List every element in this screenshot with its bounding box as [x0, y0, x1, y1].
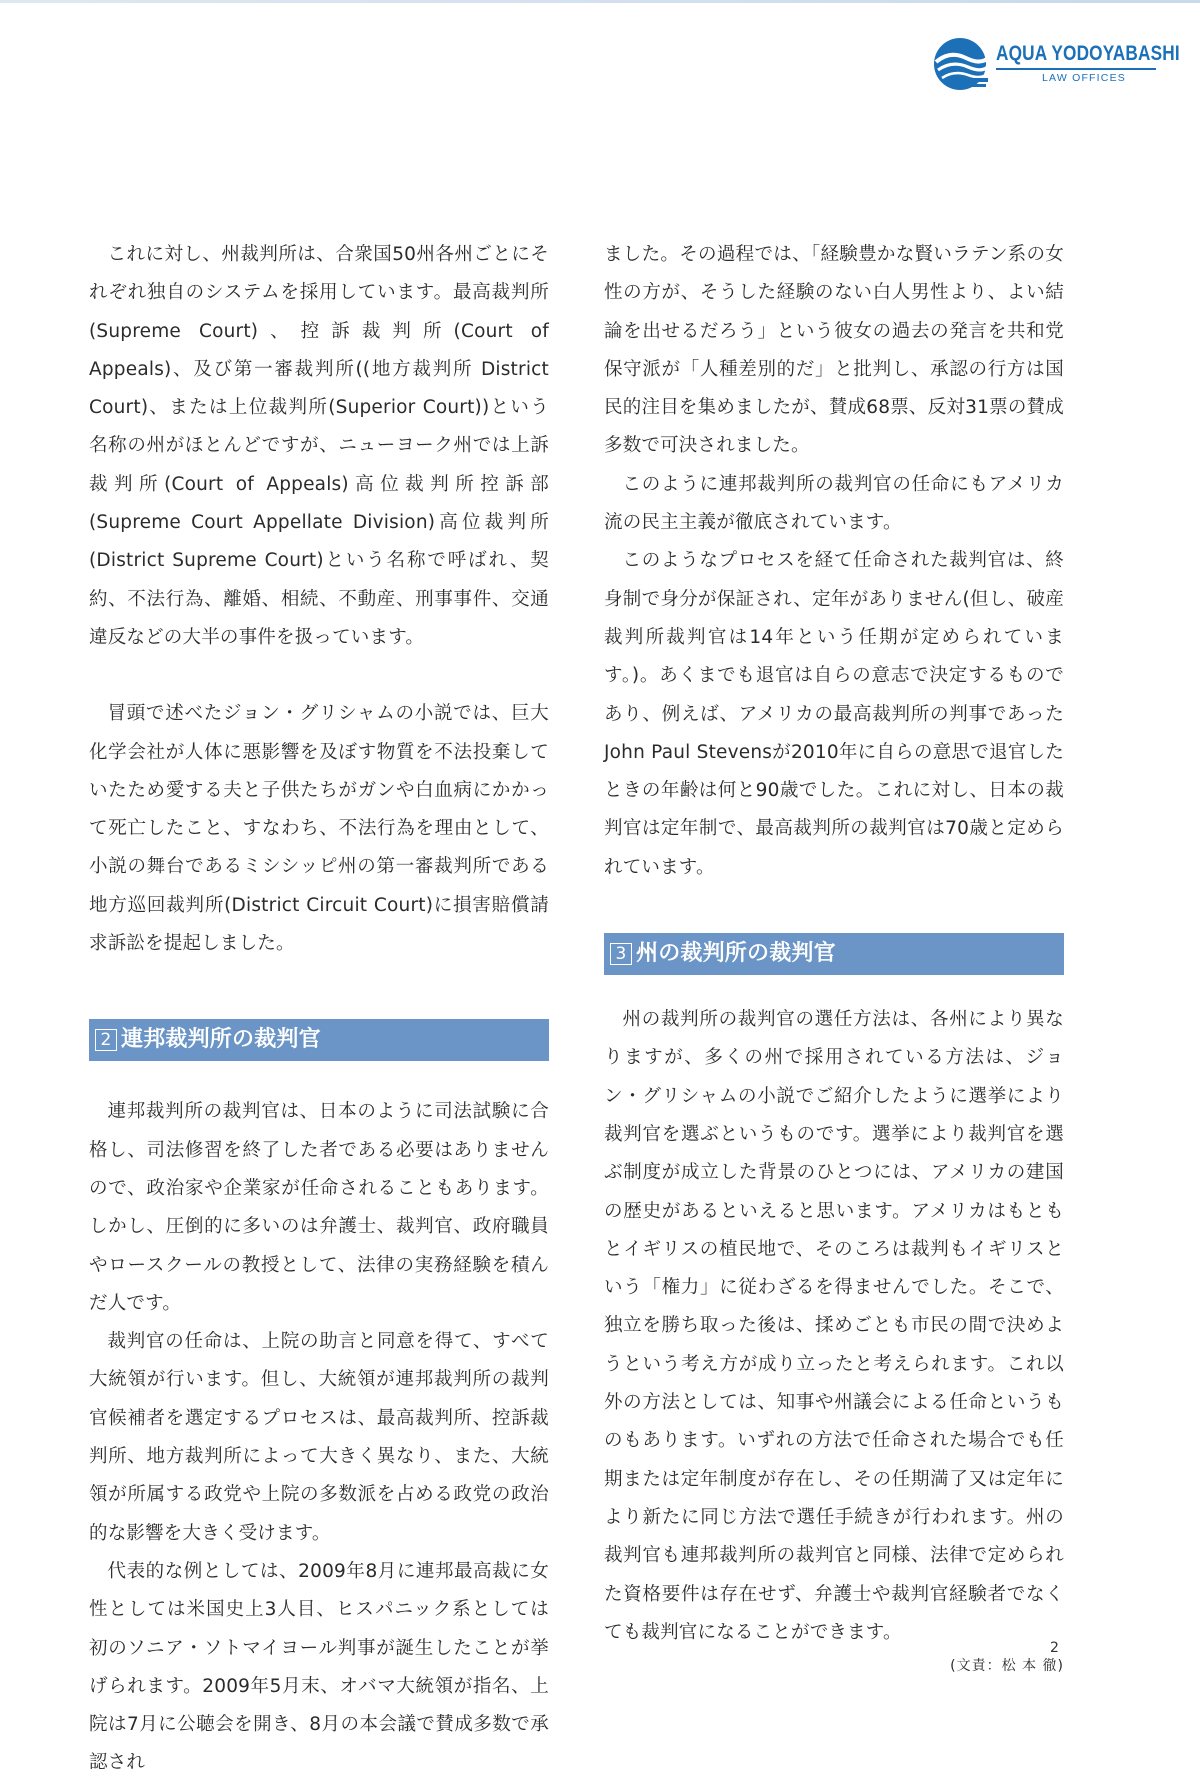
logo-subtitle: LAW OFFICES: [1042, 72, 1126, 84]
paragraph: ました。その過程では、「経験豊かな賢いラテン系の女性の方が、そうした経験のない白人男性より、よい結論を出せるだろう」という彼女の過去の発言を共和党保守派が「人種差別的だ」と批判し、承認の行方は国民的注目を集めましたが、賛成68票、反対31票の賛成多数で可決されました。: [604, 244, 1064, 457]
paragraph: 裁判官の任命は、上院の助言と同意を得て、すべて大統領が行います。但し、大統領が連邦裁判所の裁判官候補者を選定するプロセスは、最高裁判所、控訴裁判所、地方裁判所によって大きく異なり、また、大統領が所属する政党や上院の多数派を占める政党の政治的な影響を大きく受けます。: [89, 1331, 549, 1544]
section-heading-state-judges: [604, 933, 1064, 975]
section-title: 連邦裁判所の裁判官: [121, 1027, 321, 1053]
paragraph: これに対し、州裁判所は、合衆国50州各州ごとにそれぞれ独自のシステムを採用しています。最高裁判所(Supreme Court)、控訴裁判所(Court of Appeals)、及び第一審裁判所((地方裁判所 District Court)、または上位裁判所(Superior Court))という名称の州がほとんどですが、ニューヨーク州では上訴裁判所(Court of Appeals)高位裁判所控訴部(Supreme Court Appellate Division)高位裁判所(District Supreme Court)という名称で呼ばれ、契約、不法行為、離婚、相続、不動産、刑事事件、交通違反などの大半の事件を扱っています。: [89, 244, 549, 648]
section-heading-federal-judges: [89, 1019, 549, 1061]
paragraph: 冒頭で述べたジョン・グリシャムの小説では、巨大化学会社が人体に悪影響を及ぼす物質を不法投棄していたため愛する夫と子供たちがガンや白血病にかかって死亡したこと、すなわち、不法行為を理由として、小説の舞台であるミシシッピ州の第一審裁判所である地方巡回裁判所(District Circuit Court)に損害賠償請求訴訟を提起しました。: [89, 703, 549, 955]
section-number: 3: [610, 943, 632, 965]
paragraph: このようなプロセスを経て任命された裁判官は、終身制で身分が保証され、定年がありません(但し、破産裁判所裁判官は14年という任期が定められています。)。あくまでも退官は自らの意志で決定するものであり、例えば、アメリカの最高裁判所の判事であったJohn Paul Stevensが2010年に自らの意思で退官したときの年齢は何と90歳でした。これに対し、日本の裁判官は定年制で、最高裁判所の裁判官は70歳と定められています。: [604, 550, 1064, 878]
wave-emblem-icon: [932, 36, 992, 92]
section-number: 2: [95, 1029, 117, 1051]
top-rule: [0, 0, 1200, 3]
logo-name: AQUA YODOYABASHI: [996, 42, 1180, 65]
paragraph: 代表的な例としては、2009年8月に連邦最高裁に女性としては米国史上3人目、ヒスパニック系としては初のソニア・ソトマイヨール判事が誕生したことが挙げられます。2009年5月末、オバマ大統領が指名、上院は7月に公聴会を開き、8月の本会議で賛成多数で承認され: [89, 1560, 549, 1774]
paragraph: このように連邦裁判所の裁判官の任命にもアメリカ流の民主主義が徹底されています。: [604, 473, 1064, 534]
page-number: 2: [1050, 1640, 1059, 1656]
firm-logo: [932, 36, 1180, 92]
paragraph: 州の裁判所の裁判官の選任方法は、各州により異なりますが、多くの州で採用されている方法は、ジョン・グリシャムの小説でご紹介したように選挙により裁判官を選ぶというものです。選挙により裁判官を選ぶ制度が成立した背景のひとつには、アメリカの建国の歴史があるといえると思います。アメリカはもともとイギリスの植民地で、そのころは裁判もイギリスという「権力」に従わざるを得ませんでした。そこで、独立を勝ち取った後は、揉めごとも市民の間で決めようという考え方が成り立ったと考えられます。これ以外の方法としては、知事や州議会による任命というものもあります。いずれの方法で任命された場合でも任期または定年制度が存在し、その任期満了又は定年により新たに同じ方法で選任手続きが行われます。州の裁判官も連邦裁判所の裁判官と同様、法律で定められた資格要件は存在せず、弁護士や裁判官経験者でなくても裁判官になることができます。: [604, 1009, 1064, 1643]
paragraph: 連邦裁判所の裁判官は、日本のように司法試験に合格し、司法修習を終了した者である必要はありませんので、政治家や企業家が任命されることもあります。しかし、圧倒的に多いのは弁護士、裁判官、政府職員やロースクールの教授として、法律の実務経験を積んだ人です。: [89, 1101, 549, 1314]
logo-divider: [996, 68, 1156, 70]
left-column: [89, 236, 549, 1783]
author-credit: (文責：松 本 徹): [950, 1658, 1064, 1675]
right-column: [604, 236, 1064, 1678]
section-title: 州の裁判所の裁判官: [636, 941, 836, 967]
